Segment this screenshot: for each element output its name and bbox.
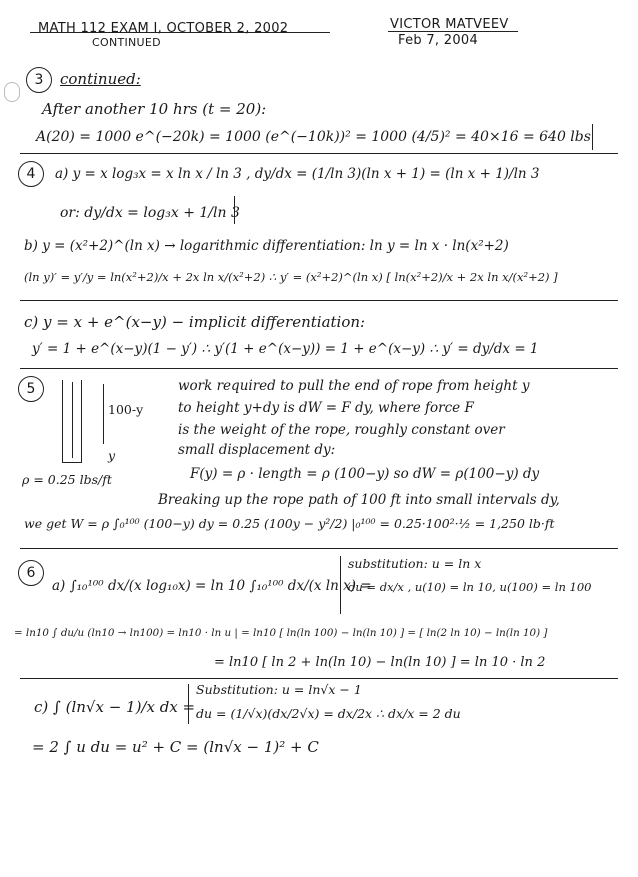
problem-4b-line1: b) y = (x²+2)^(ln x) → logarithmic differentiation: ln y = ln x · ln(x²+2) [24,238,509,254]
rope-label-height: 100-y [108,402,144,417]
problem-5-number: 5 [18,376,44,402]
divider-3-4 [20,153,618,154]
divider-6a-6c [20,678,618,679]
divider-5-6 [20,548,618,549]
rope-label-y: y [108,448,116,463]
problem-6c-sub2: du = (1/√x)(dx/2√x) = dx/2x ∴ dx/x = 2 du [196,706,461,721]
height-arrow [103,384,104,444]
problem-5-text5: F(y) = ρ · length = ρ (100−y) so dW = ρ(100−y) dy [190,466,540,482]
problem-3-number: 3 [26,67,52,93]
divider-4-5 [20,368,618,369]
rope-density: ρ = 0.25 lbs/ft [22,472,112,487]
problem-6-number: 6 [18,560,44,586]
problem-3-title: continued: [60,70,141,88]
binder-hole [4,82,20,102]
problem-5-text4: small displacement dy: [178,442,336,458]
problem-6c-line2: = 2 ∫ u du = u² + C = (ln√x − 1)² + C [32,738,319,756]
problem-6a-line1: a) ∫₁₀¹⁰⁰ dx/(x log₁₀x) = ln 10 ∫₁₀¹⁰⁰ dx/(x ln x) = [52,578,372,594]
substitution-bar [340,556,341,614]
header-underline-right [388,31,518,32]
problem-6c-sub1: Substitution: u = ln√x − 1 [196,682,362,697]
header-author: VICTOR MATVEEV [390,17,509,32]
problem-5-text2: to height y+dy is dW = F dy, where force F [178,400,474,416]
problem-5-text1: work required to pull the end of rope from height y [178,378,530,394]
problem-4-number: 4 [18,161,44,187]
problem-4a-line1: a) y = x log₃x = x ln x / ln 3 , dy/dx = (1/ln 3)(ln x + 1) = (ln x + 1)/ln 3 [55,166,540,182]
problem-3-line2: A(20) = 1000 e^(−20k) = 1000 (e^(−10k))² = 1000 (4/5)² = 40×16 = 640 lbs [36,129,591,145]
problem-3-line1: After another 10 hrs (t = 20): [42,100,267,118]
problem-5-text7: we get W = ρ ∫₀¹⁰⁰ (100−y) dy = 0.25 (100y − y²/2) |₀¹⁰⁰ = 0.25·100²·½ = 1,250 lb·ft [24,516,555,531]
problem-6c-line1: c) ∫ (ln√x − 1)/x dx = [34,698,196,716]
header-course: MATH 112 EXAM I, OCTOBER 2, 2002 [38,21,289,36]
rope-line [72,382,73,458]
problem-5-text6: Breaking up the rope path of 100 ft into small intervals dy, [158,492,560,508]
problem-4a-line2: or: dy/dx = log₃x + 1/ln 3 [60,205,240,221]
header-continued: CONTINUED [92,36,161,49]
problem-5-text3: is the weight of the rope, roughly constant over [178,422,505,438]
divider-4b-4c [20,300,618,301]
problem-4c-line2: y′ = 1 + e^(x−y)(1 − y′) ∴ y′(1 + e^(x−y)) = 1 + e^(x−y) ∴ y′ = dy/dx = 1 [32,341,539,357]
problem-6a-line3: = ln10 [ ln 2 + ln(ln 10) − ln(ln 10) ] = ln 10 · ln 2 [214,655,546,670]
answer-mark [592,124,593,150]
header-date: Feb 7, 2004 [398,33,479,48]
problem-4c-line1: c) y = x + e^(x−y) − implicit differentiation: [24,313,366,331]
problem-6a-sub1: substitution: u = ln x [348,556,482,571]
header-underline-left [30,32,330,33]
substitution-bar [188,684,189,724]
problem-6a-sub2: du = dx/x , u(10) = ln 10, u(100) = ln 100 [348,580,592,594]
answer-mark [234,196,235,224]
problem-6a-line2: = ln10 ∫ du/u (ln10 → ln100) = ln10 · ln u | = ln10 [ ln(ln 100) − ln(ln 10) ] = [ ln(2 ln 10) − ln(ln 10) ] [14,627,548,639]
problem-4b-line2: (ln y)′ = y′/y = ln(x²+2)/x + 2x ln x/(x²+2) ∴ y′ = (x²+2)^(ln x) [ ln(x²+2)/x + 2x ln x/(x²+2) ] [24,270,558,284]
